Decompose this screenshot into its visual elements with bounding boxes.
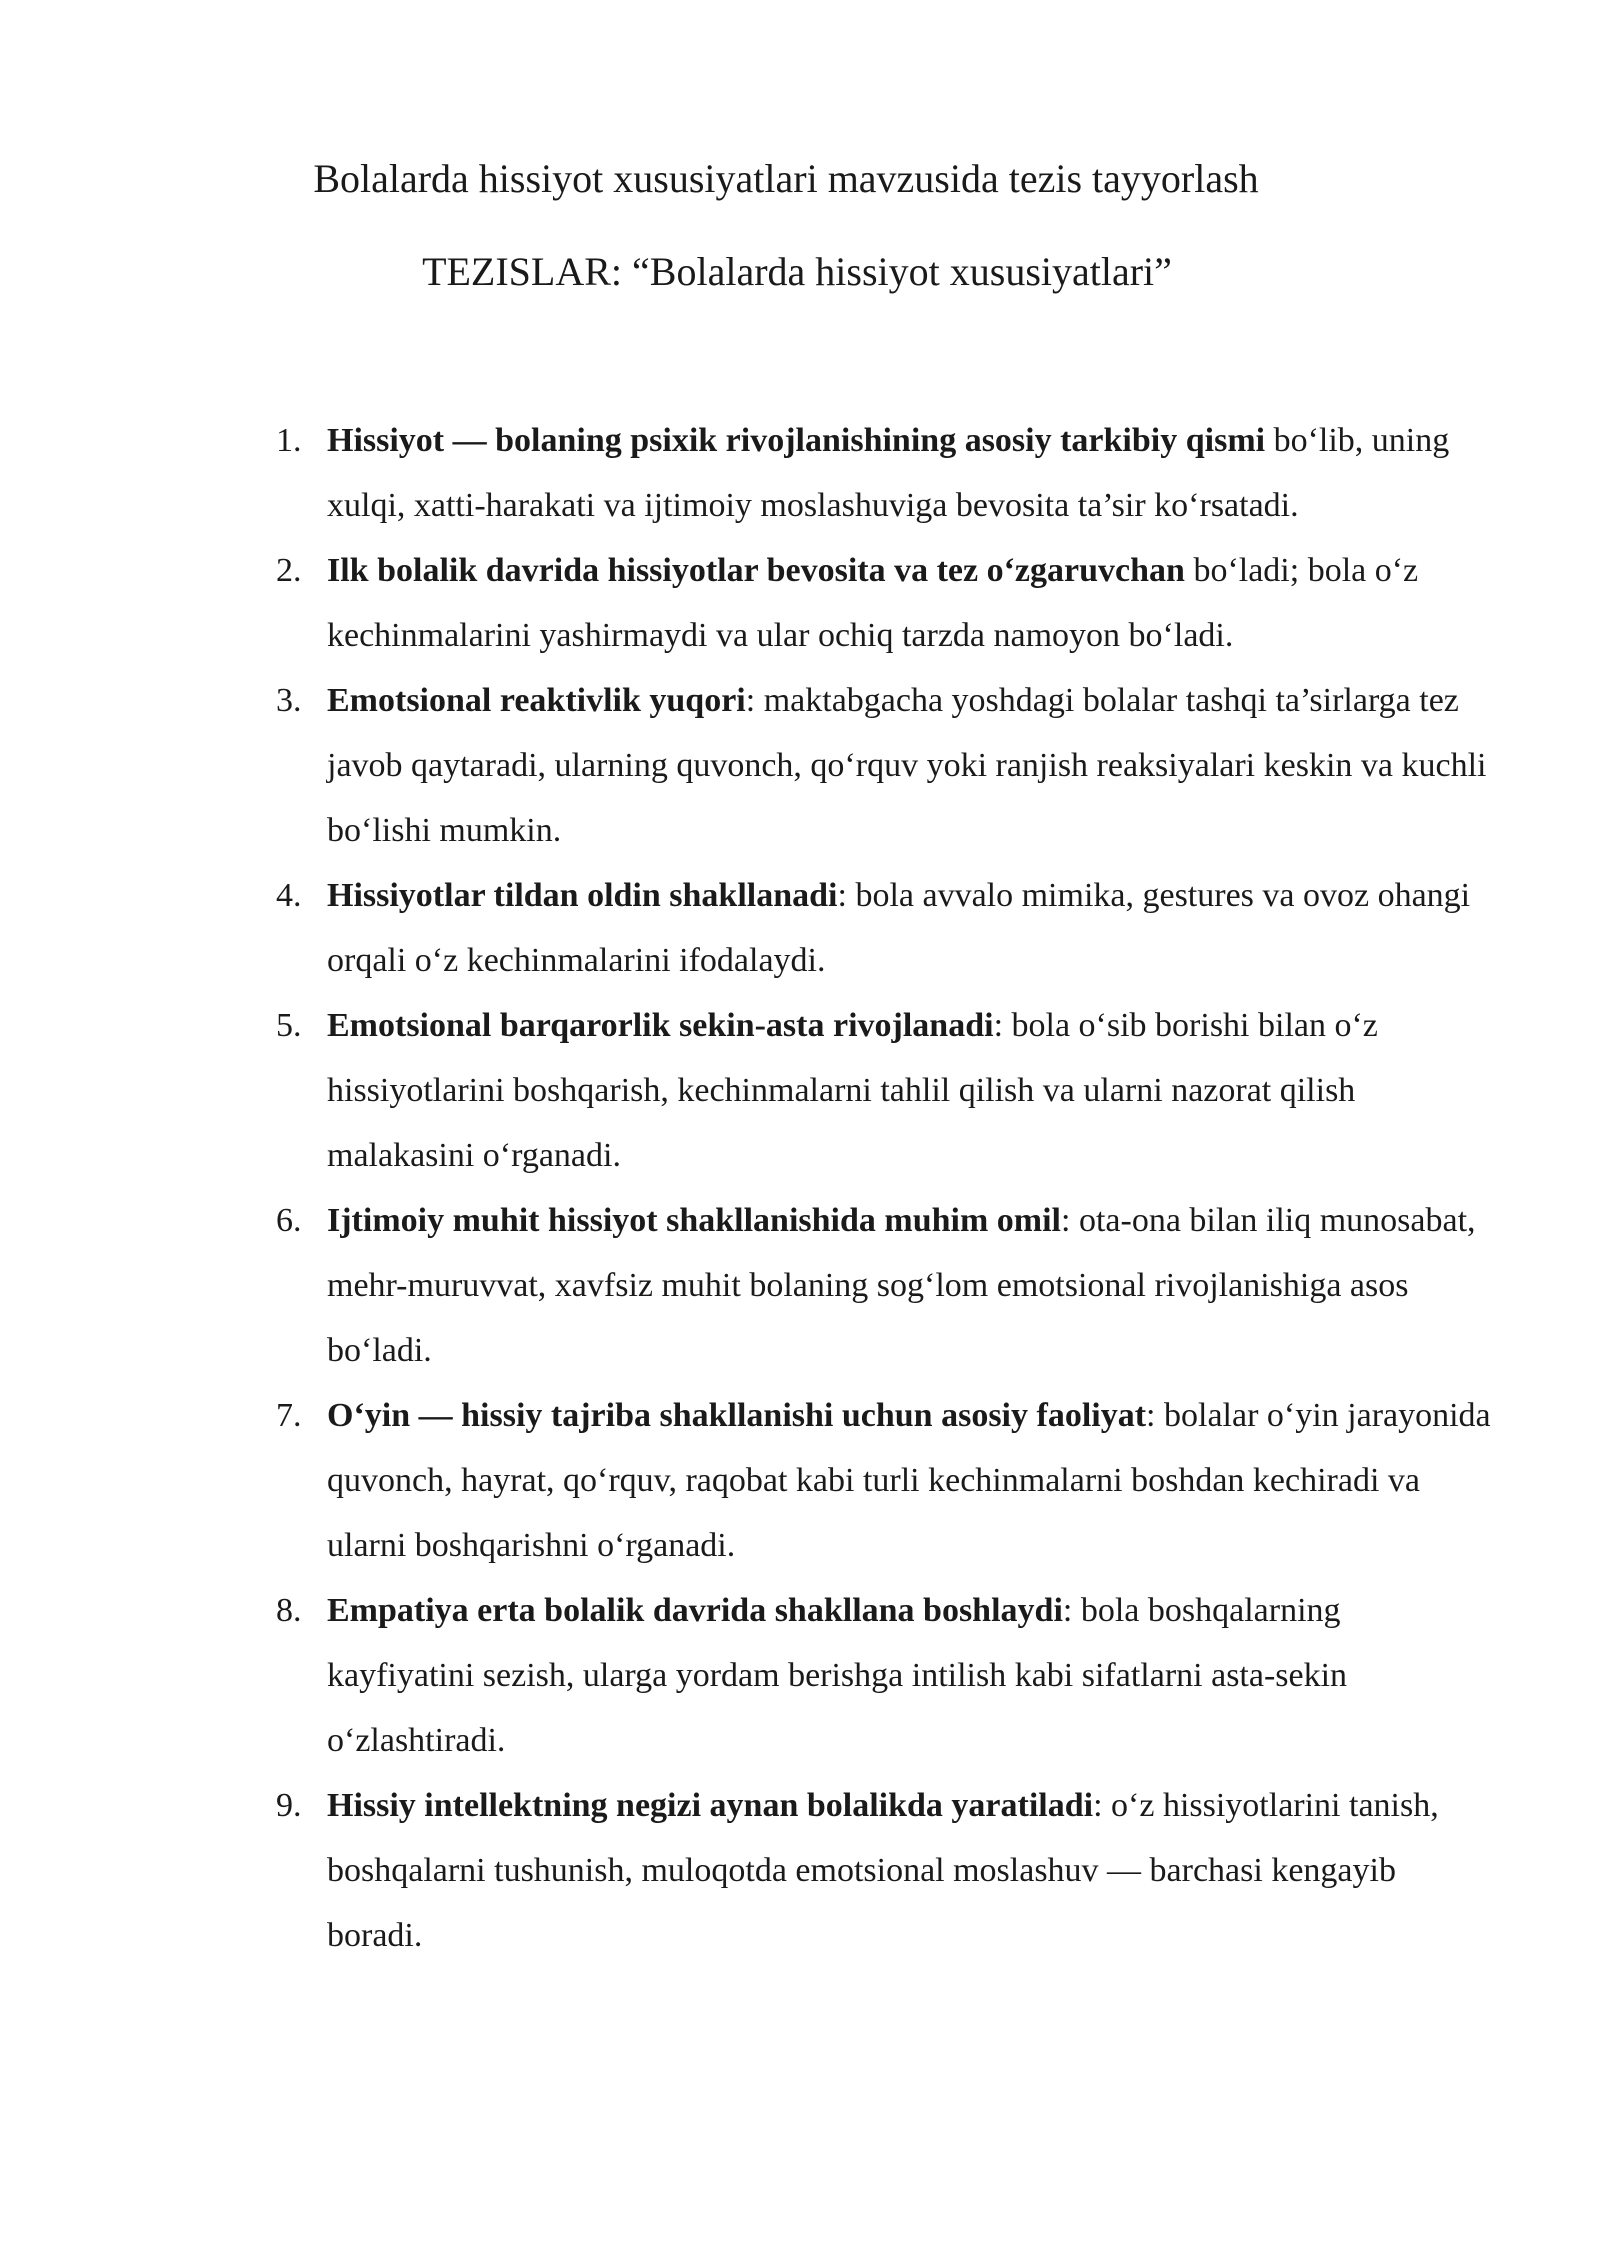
thesis-number: 4. [276,877,302,914]
document-subtitle: TEZISLAR: “Bolalarda hissiyot xususiyatlari” [422,249,1172,294]
thesis-item-1 [0,408,1600,538]
thesis-list [0,408,1600,1968]
thesis-item-5 [0,993,1600,1188]
thesis-text: : bola avvalo mimika, gestures va ovoz ohangi orqali o‘z kechinmalarini ifodalaydi. [327,877,1471,979]
thesis-text: : o‘z hissiyotlarini tanish, boshqalarni tushunish, muloqotda emotsional moslashuv — barchasi kengayib boradi. [327,1787,1439,1954]
thesis-heading: Emotsional barqarorlik sekin-asta rivojlanadi [327,1007,994,1044]
thesis-number: 2. [276,552,302,589]
thesis-item-6 [0,1188,1600,1383]
thesis-text: : bolalar o‘yin jarayonida quvonch, hayrat, qo‘rquv, raqobat kabi turli kechinmalarni boshdan kechiradi va ularni boshqarishni o‘rganadi. [327,1397,1491,1564]
thesis-heading: O‘yin — hissiy tajriba shakllanishi uchun asosiy faoliyat [327,1397,1147,1434]
thesis-number: 9. [276,1787,302,1824]
thesis-heading: Hissiyotlar tildan oldin shakllanadi [327,877,838,914]
thesis-text: : ota-ona bilan iliq munosabat, mehr-muruvvat, xavfsiz muhit bolaning sog‘lom emotsional rivojlanishiga asos bo‘ladi. [327,1202,1476,1369]
thesis-number: 3. [276,682,302,719]
thesis-item-8 [0,1578,1600,1773]
thesis-item-9 [0,1773,1600,1968]
thesis-heading: Ijtimoiy muhit hissiyot shakllanishida muhim omil [327,1202,1062,1239]
thesis-number: 5. [276,1007,302,1044]
thesis-heading: Hissiy intellektning negizi aynan bolalikda yaratiladi [327,1787,1094,1824]
thesis-heading: Empatiya erta bolalik davrida shakllana boshlaydi [327,1592,1063,1629]
thesis-number: 7. [276,1397,302,1434]
thesis-heading: Hissiyot — bolaning psixik rivojlanishining asosiy tarkibiy qismi [327,422,1266,459]
thesis-item-7 [0,1383,1600,1578]
thesis-item-3 [0,668,1600,863]
thesis-item-4 [0,863,1600,993]
thesis-text: bo‘ladi; bola o‘z kechinmalarini yashirmaydi va ular ochiq tarzda namoyon bo‘ladi. [327,552,1419,654]
thesis-item-2 [0,538,1600,668]
thesis-text: bo‘lib, uning xulqi, xatti-harakati va ijtimoiy moslashuviga bevosita ta’sir ko‘rsatadi. [327,422,1450,524]
thesis-number: 1. [276,422,302,459]
thesis-number: 6. [276,1202,302,1239]
document-title: Bolalarda hissiyot xususiyatlari mavzusida tezis tayyorlash [313,156,1259,201]
thesis-text: : maktabgacha yoshdagi bolalar tashqi ta’sirlarga tez javob qaytaradi, ularning quvonch, qo‘rquv yoki ranjish reaksiyalari keskin va kuchli bo‘lishi mumkin. [327,682,1487,849]
thesis-text: : bola boshqalarning kayfiyatini sezish, ularga yordam berishga intilish kabi sifatlarni asta-sekin o‘zlashtiradi. [327,1592,1348,1759]
thesis-text: : bola o‘sib borishi bilan o‘z hissiyotlarini boshqarish, kechinmalarni tahlil qilish va ularni nazorat qilish malakasini o‘rganadi. [327,1007,1378,1174]
thesis-heading: Emotsional reaktivlik yuqori [327,682,746,719]
thesis-number: 8. [276,1592,302,1629]
thesis-heading: Ilk bolalik davrida hissiyotlar bevosita va tez o‘zgaruvchan [327,552,1185,589]
